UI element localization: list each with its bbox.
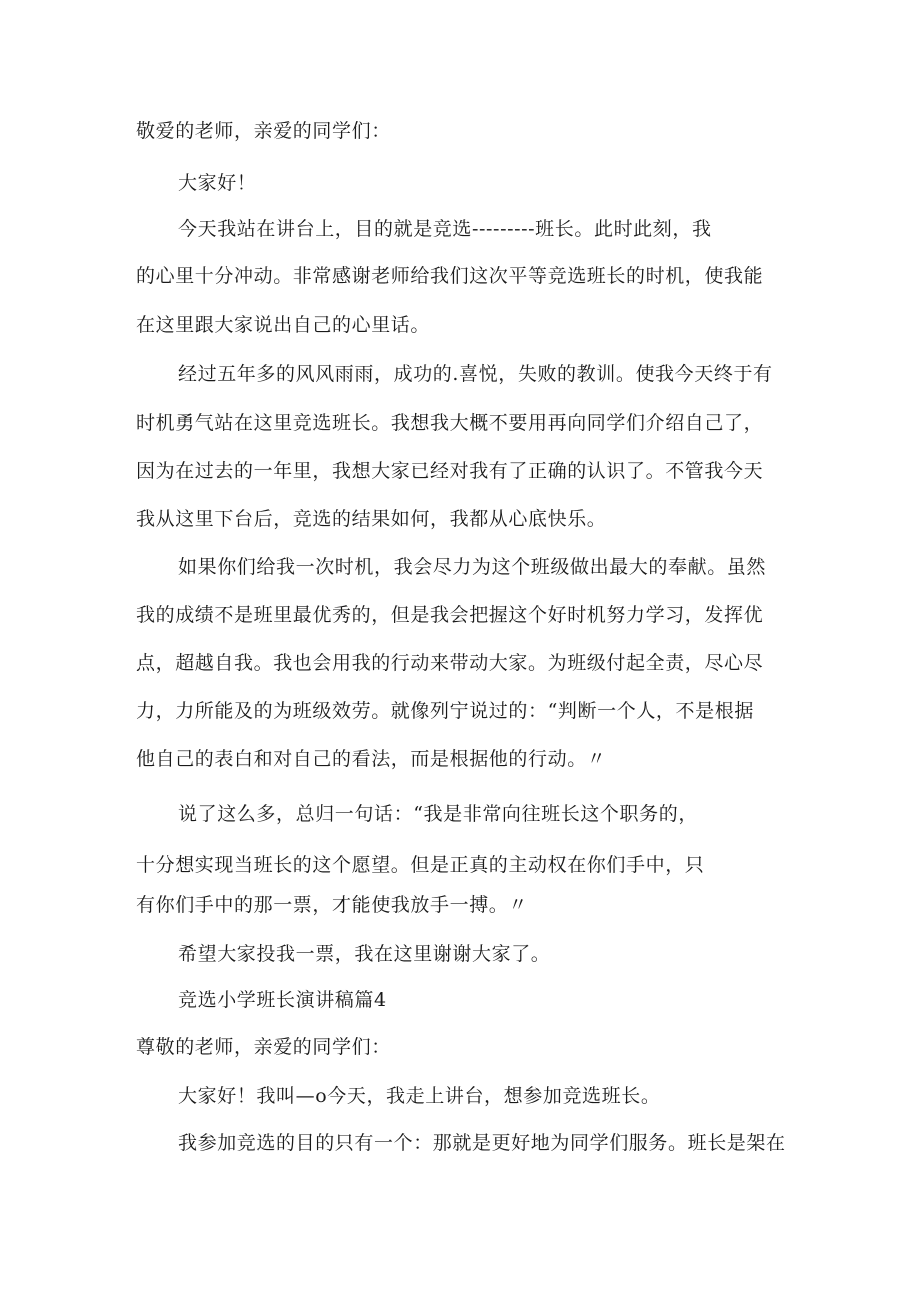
text-line: 在这里跟大家说出自己的心里话。 [136, 314, 431, 336]
text-line: 他自己的表白和对自己的看法，而是根据他的行动。〃 [136, 748, 607, 770]
text-line: 有你们手中的那一票，才能使我放手一搏。〃 [136, 894, 529, 916]
text-line: 大家好！ [178, 172, 257, 194]
text-line: 今天我站在讲台上，目的就是竞选---------班长。此时此刻，我 [178, 218, 712, 240]
text-line: 点，超越自我。我也会用我的行动来带动大家。为班级付起全责，尽心尽 [136, 652, 764, 674]
text-line: 尊敬的老师，亲爱的同学们： [136, 1036, 391, 1058]
text-line: 因为在过去的一年里，我想大家已经对我有了正确的认识了。不管我今天 [136, 460, 764, 482]
text-line: 我的成绩不是班里最优秀的，但是我会把握这个好时机努力学习，发挥优 [136, 604, 764, 626]
text-line: 大家好！我叫—o今天，我走上讲台，想参加竞选班长。 [178, 1085, 661, 1107]
text-line: 时机勇气站在这里竞选班长。我想我大概不要用再向同学们介绍自己了， [136, 412, 764, 434]
text-line: 如果你们给我一次时机，我会尽力为这个班级做出最大的奉献。虽然 [178, 556, 767, 578]
text-line: 希望大家投我一票，我在这里谢谢大家了。 [178, 943, 551, 965]
text-line: 说了这么多，总归一句话：“我是非常向往班长这个职务的， [178, 803, 698, 825]
text-line: 经过五年多的风风雨雨，成功的.喜悦，失败的教训。使我今天终于有 [178, 363, 773, 385]
text-line: 我参加竞选的目的只有一个：那就是更好地为同学们服务。班长是架在 [178, 1132, 786, 1154]
text-line: 十分想实现当班长的这个愿望。但是正真的主动权在你们手中，只 [136, 854, 705, 876]
text-line: 敬爱的老师，亲爱的同学们： [136, 120, 391, 142]
text-line: 我从这里下台后，竞选的结果如何，我都从心底快乐。 [136, 508, 607, 530]
text-line: 力，力所能及的为班级效劳。就像列宁说过的：“判断一个人，不是根据 [136, 700, 754, 722]
text-line: 的心里十分冲动。非常感谢老师给我们这次平等竞选班长的时机，使我能 [136, 265, 764, 287]
section-heading: 竞选小学班长演讲稿篇4 [178, 989, 387, 1011]
